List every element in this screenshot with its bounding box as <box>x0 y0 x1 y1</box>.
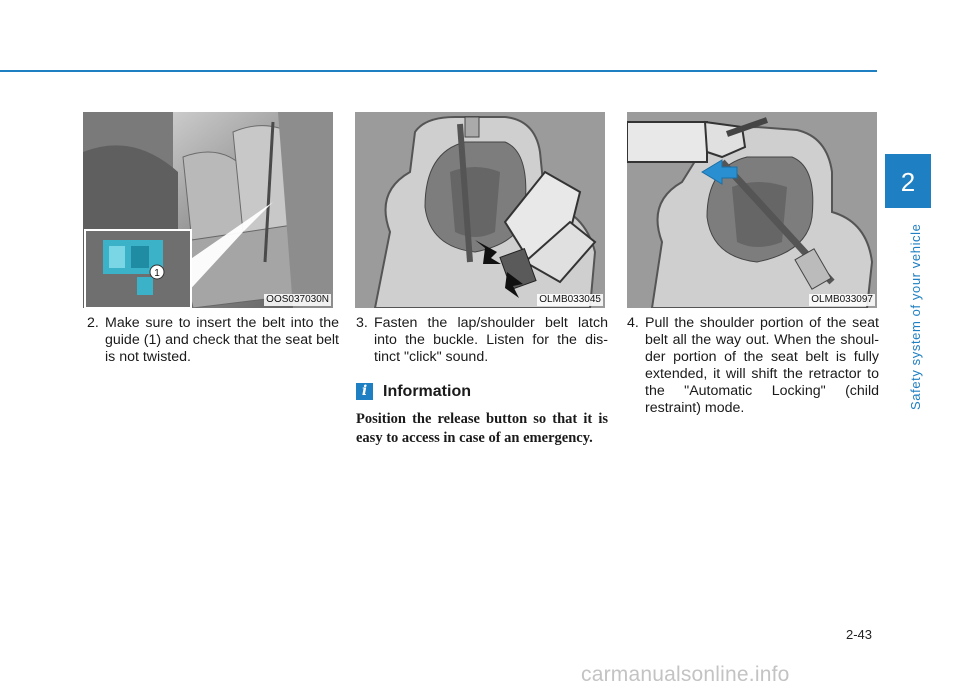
step-text: Fasten the lap/shoulder belt latch into the buckle. Listen for the dis-tinct "click" sound. <box>374 315 608 365</box>
chapter-tab <box>885 154 931 208</box>
column-step-3 <box>356 315 608 448</box>
step-text: Pull the shoulder portion of the seat belt all the way out. When the shoul-der portion of the seat belt is fully extended, it will shift the retractor to the "Automatic Locking" (child restraint) mode. <box>645 315 879 416</box>
page-number: 2-43 <box>846 627 873 642</box>
child-seat-retractor-illustration <box>627 112 877 308</box>
step-number: 2. <box>87 315 99 331</box>
child-seat-buckle-illustration <box>355 112 605 308</box>
step-text: Make sure to insert the belt into the guide (1) and check that the seat belt is not twisted. <box>105 315 339 365</box>
header-rule <box>0 70 877 72</box>
step-item <box>627 315 879 417</box>
column-step-4 <box>627 315 879 417</box>
step-number: 4. <box>627 315 639 331</box>
chapter-title: Safety system of your vehicle <box>908 223 923 410</box>
figure-belt-guide <box>83 112 333 308</box>
figure-code: OLMB033045 <box>539 294 601 305</box>
info-icon: i <box>356 383 373 400</box>
chapter-number: 2 <box>900 167 916 197</box>
figure-fasten-buckle <box>355 112 605 308</box>
figure-pull-shoulder-belt <box>627 112 877 308</box>
step-item <box>87 315 339 366</box>
watermark: carmanualsonline.info <box>581 663 790 686</box>
step-number: 3. <box>356 315 368 331</box>
column-step-2 <box>87 315 339 366</box>
step-item <box>356 315 608 366</box>
callout-marker: 1 <box>154 268 160 279</box>
information-heading <box>356 383 608 400</box>
information-body: Position the release button so that it is easy to access in case of an emergency. <box>356 411 608 446</box>
figure-code: OOS037030N <box>266 294 329 305</box>
information-title: Information <box>383 383 471 400</box>
figure-code: OLMB033097 <box>811 294 873 305</box>
rear-seat-illustration <box>83 112 333 308</box>
